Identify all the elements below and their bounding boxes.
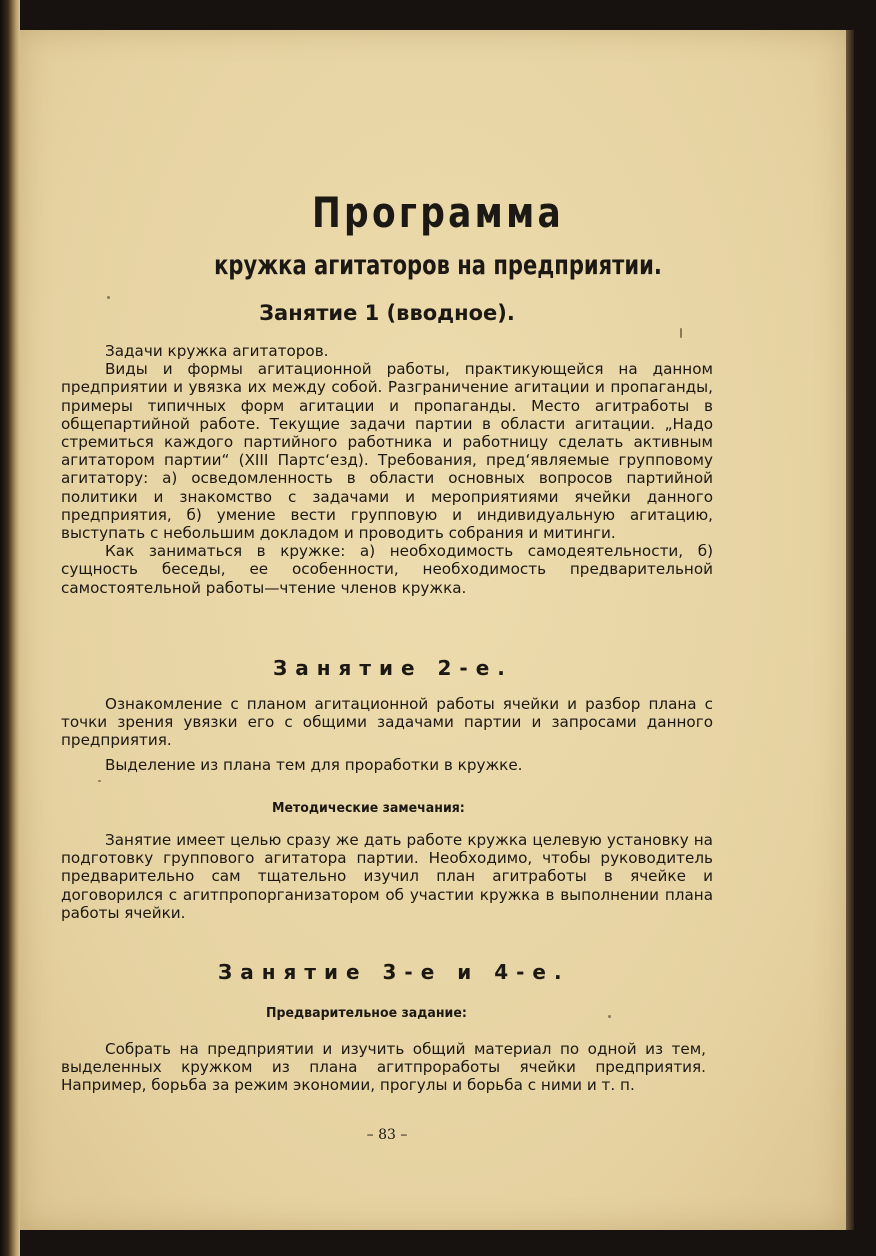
preliminary-task-body — [61, 1040, 706, 1095]
paper-speck — [608, 1015, 611, 1018]
page-edge — [846, 30, 854, 1230]
lesson-2-body — [61, 695, 713, 774]
page-number: – 83 – — [366, 1127, 408, 1143]
paper-speck — [98, 780, 101, 782]
lesson-1-heading: Занятие 1 (вводное). — [259, 301, 515, 325]
page-title: Программа — [311, 188, 565, 237]
lesson-3-4-heading: Занятие 3-е и 4-е. — [218, 960, 570, 984]
paper-speck — [680, 328, 682, 338]
lesson-1-body — [61, 342, 713, 597]
paper-speck — [107, 296, 110, 299]
lesson-2-paragraph: Ознакомление с планом агитационной работы ячейки и разбор плана с точки зрения увязки его с общими задачами партии и запросами данного предприятия. — [61, 695, 713, 750]
lesson-2-heading: Занятие 2-е. — [273, 656, 513, 680]
lesson-2-paragraph: Выделение из плана тем для проработки в кружке. — [105, 755, 523, 774]
lesson-1-paragraph: Как заниматься в кружке: а) необходимость самодеятельности, б) сущность беседы, ее особенности, необходимость предварительной самостоятельной работы—чтение членов кружка. — [61, 542, 713, 597]
lesson-1-paragraph: Виды и формы агитационной работы, практикующейся на данном предприятии и увязка их между собой. Разграничение агитации и пропаганды, примеры типичных форм агитации и пропаганды. Место агитработы в общепартийной работе. Текущие задачи партии в области агитации. „Надо стремиться каждого партийного работника и работницу сделать активным агитатором партии“ (XIII Партс‘езд). Требования, пред‘являемые групповому агитатору: а) осведомленность в области основных вопросов партийной политики и знакомство с задачами и мероприятиями ячейки данного предприятия, б) умение вести групповую и индивидуальную агитацию, выступать с небольшим докладом и проводить собрания и митинги. — [61, 360, 713, 543]
methodical-notes-body — [61, 831, 713, 922]
book-spine-shadow — [0, 0, 20, 1256]
preliminary-task-paragraph: Собрать на предприятии и изучить общий материал по одной из тем, выделенных кружком из плана агитпроработы ячейки предприятия. Например, борьба за режим экономии, прогулы и борьба с ними и т. п. — [61, 1040, 706, 1095]
lesson-1-paragraph: Задачи кружка агитаторов. — [105, 342, 329, 360]
methodical-notes-heading: Методические замечания: — [272, 800, 465, 816]
preliminary-task-heading: Предварительное задание: — [266, 1005, 467, 1021]
page-subtitle: кружка агитаторов на предприятии. — [214, 250, 662, 281]
methodical-notes-paragraph: Занятие имеет целью сразу же дать работе кружка целевую установку на подготовку группового агитатора партии. Необходимо, чтобы руководитель предварительно сам тщательно изучил план агитработы в ячейке и договорился с агитпропорганизатором об участии кружка в выполнении плана работы ячейки. — [61, 831, 713, 922]
